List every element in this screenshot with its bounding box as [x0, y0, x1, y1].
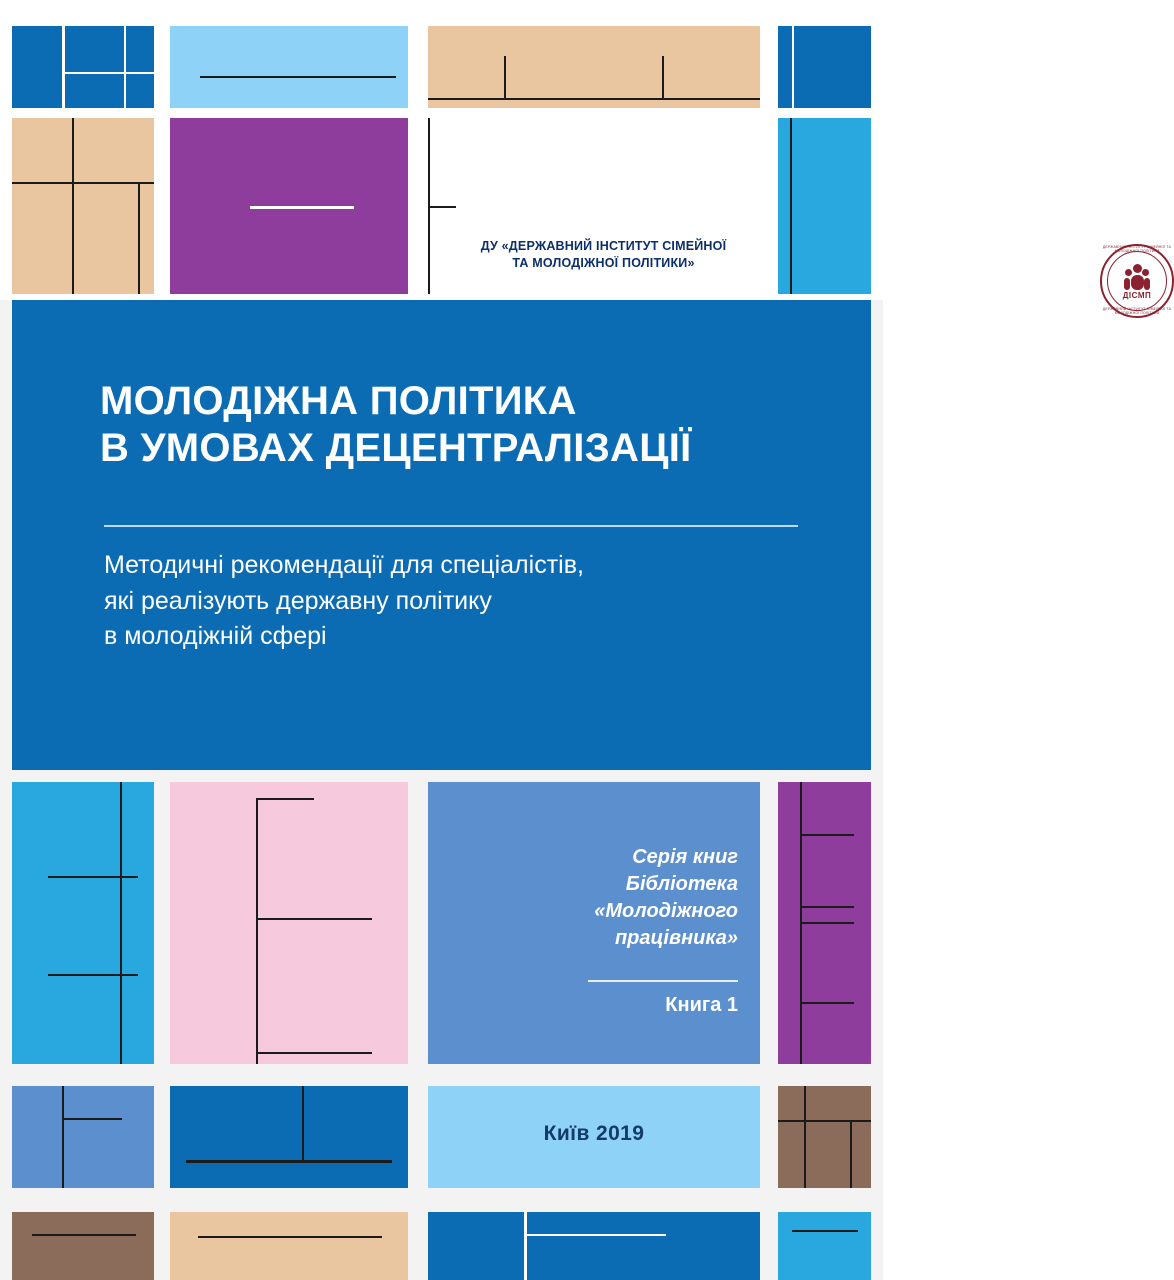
page-subtitle — [104, 548, 804, 655]
page-subtitle-line1: Методичні рекомендації для спеціалістів, — [104, 551, 584, 579]
title-divider — [104, 525, 798, 527]
top-decor-band — [0, 0, 1172, 315]
institute-block — [428, 118, 1172, 315]
decor-tile — [428, 26, 760, 108]
page-subtitle-line2: які реалізують державну політику — [104, 586, 492, 615]
series-divider — [588, 980, 738, 982]
series-line3: «Молодіжного — [594, 900, 738, 922]
series-line4: працівника» — [614, 927, 738, 949]
emblem-arc-text-bottom: ДЕРЖАВНИЙ ІНСТИТУТ СІМЕЙНОЇ ТА МОЛОДІЖНОЇ ПОЛІТИКИ — [1102, 307, 1172, 315]
decor-tile — [778, 118, 871, 294]
decor-tile — [170, 782, 408, 1064]
page-title-line2: В УМОВАХ ДЕЦЕНТРАЛІЗАЦІЇ — [100, 426, 692, 471]
institute-emblem-icon — [1100, 244, 1174, 318]
decor-tile — [170, 118, 408, 294]
series-title — [448, 844, 738, 952]
institute-horizontal-rule — [428, 206, 456, 208]
decor-tile — [170, 26, 408, 108]
institute-name-line1: ДУ «ДЕРЖАВНИЙ ІНСТИТУТ СІМЕЙНОЇ — [480, 239, 727, 253]
decor-tile — [778, 1086, 871, 1188]
emblem-abbreviation: ДІСМП — [1122, 291, 1152, 300]
decor-tile — [778, 26, 871, 108]
series-book-number: Книга 1 — [665, 994, 738, 1016]
page-title — [100, 378, 800, 472]
decor-tile — [12, 1086, 154, 1188]
page-subtitle-line3: в молодіжній сфері — [104, 622, 327, 650]
decor-tile — [778, 782, 871, 1064]
title-panel — [12, 300, 871, 770]
decor-tile — [170, 1212, 408, 1280]
decor-tile — [12, 118, 154, 294]
series-line2: Бібліотека — [625, 873, 738, 895]
decor-tile — [12, 782, 154, 1064]
institute-name-line2: ТА МОЛОДІЖНОЇ ПОЛІТИКИ» — [512, 255, 695, 270]
decor-tile — [12, 26, 154, 108]
page-title-line1: МОЛОДІЖНА ПОЛІТИКА — [100, 379, 577, 423]
imprint-panel — [428, 1086, 760, 1188]
series-line1: Серія книг — [632, 846, 738, 868]
imprint-city-year: Київ 2019 — [543, 1122, 645, 1145]
institute-name — [446, 238, 761, 272]
decor-tile — [428, 1212, 760, 1280]
decor-tile — [778, 1212, 871, 1280]
emblem-arc-text-top: ДЕРЖАВНИЙ ІНСТИТУТ СІМЕЙНОЇ ТА МОЛОДІЖНОЇ ПОЛІТИКИ — [1102, 245, 1172, 253]
series-panel — [428, 782, 760, 1064]
decor-tile — [170, 1086, 408, 1188]
decor-tile — [12, 1212, 154, 1280]
